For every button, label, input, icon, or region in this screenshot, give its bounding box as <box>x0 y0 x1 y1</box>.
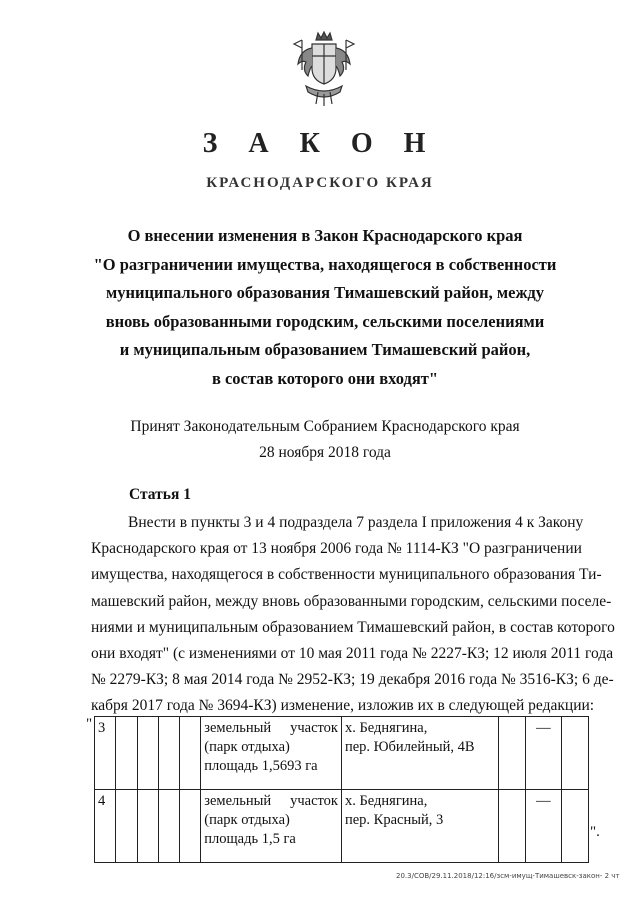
opening-quote: " <box>86 716 93 732</box>
description-line: земельный участок <box>204 720 338 736</box>
law-title: З А К О Н <box>202 128 438 159</box>
document-footer-code: 20.3/СОВ/29.11.2018/12:16/зсм-имущ-Тимашевск-закон- 2 чт <box>396 872 620 880</box>
article-title: Статья 1 <box>129 486 191 503</box>
article-body <box>91 510 615 720</box>
heading-line: "О разграничении имущества, находящегося в собственности <box>93 254 557 274</box>
adoption-date: 28 ноября 2018 года <box>259 444 391 461</box>
description-line: площадь 1,5 га <box>204 831 296 847</box>
property-description <box>201 790 342 863</box>
row-number: 3 <box>95 717 116 790</box>
body-line: машевский район, между вновь образованными городским, сельскими поселе- <box>91 592 612 610</box>
empty-cell <box>137 790 158 863</box>
body-line: Краснодарского края от 13 ноября 2006 года № 1114-КЗ "О разграничении <box>91 540 582 558</box>
body-line: кабря 2017 года № 3694-КЗ) изменение, изложив их в следующей редакции: <box>91 697 595 715</box>
table-row <box>95 717 589 790</box>
description-line: (парк отдыха) <box>204 739 290 755</box>
property-address <box>341 717 498 790</box>
empty-cell <box>158 790 179 863</box>
row-number: 4 <box>95 790 116 863</box>
empty-cell <box>180 717 201 790</box>
property-address <box>341 790 498 863</box>
body-line: имущества, находящегося в собственности муниципального образования Ти- <box>91 566 602 584</box>
address-line: х. Беднягина, <box>344 793 428 809</box>
empty-cell <box>137 717 158 790</box>
empty-cell <box>116 790 137 863</box>
empty-cell <box>498 790 525 863</box>
description-line: (парк отдыха) <box>204 812 290 828</box>
description-line: площадь 1,5693 га <box>204 758 318 774</box>
description-line: земельный участок <box>204 793 338 809</box>
address-line: х. Беднягина, <box>344 720 428 736</box>
table-row <box>95 790 589 863</box>
heading-line: муниципального образования Тимашевский район, между <box>105 283 544 302</box>
dash-cell: — <box>526 717 561 790</box>
heading-line: О внесении изменения в Закон Краснодарского края <box>127 226 523 245</box>
closing-quote: ". <box>590 824 600 840</box>
dash-cell: — <box>526 790 561 863</box>
empty-cell <box>561 790 588 863</box>
adoption-note <box>80 414 570 466</box>
adoption-line: Принят Законодательным Собранием Краснодарского края <box>130 418 520 435</box>
body-line: они входят" (с изменениями от 10 мая 2011 года № 2227-КЗ; 12 июля 2011 года <box>91 645 614 663</box>
law-heading <box>80 222 570 393</box>
address-line: пер. Красный, 3 <box>344 812 444 828</box>
property-description <box>201 717 342 790</box>
empty-cell <box>116 717 137 790</box>
body-line: Внести в пункты 3 и 4 подраздела 7 раздела I приложения 4 к Закону <box>128 514 584 531</box>
heading-line: вновь образованными городским, сельскими поселениями <box>105 311 545 331</box>
empty-cell <box>158 717 179 790</box>
empty-cell <box>498 717 525 790</box>
address-line: пер. Юбилейный, 4В <box>344 739 475 755</box>
empty-cell <box>561 717 588 790</box>
property-table <box>94 716 589 863</box>
body-line: ниями и муниципальным образованием Тимашевский район, в состав которого <box>91 618 615 636</box>
body-line: № 2279-КЗ; 8 мая 2014 года № 2952-КЗ; 19 декабря 2016 года № 3516-КЗ; 6 де- <box>91 671 614 689</box>
heading-line: в состав которого они входят" <box>211 368 439 388</box>
empty-cell <box>180 790 201 863</box>
coat-of-arms-emblem <box>292 30 356 108</box>
heading-line: и муниципальным образованием Тимашевский район, <box>119 340 531 359</box>
law-subtitle: КРАСНОДАРСКОГО КРАЯ <box>206 175 434 191</box>
